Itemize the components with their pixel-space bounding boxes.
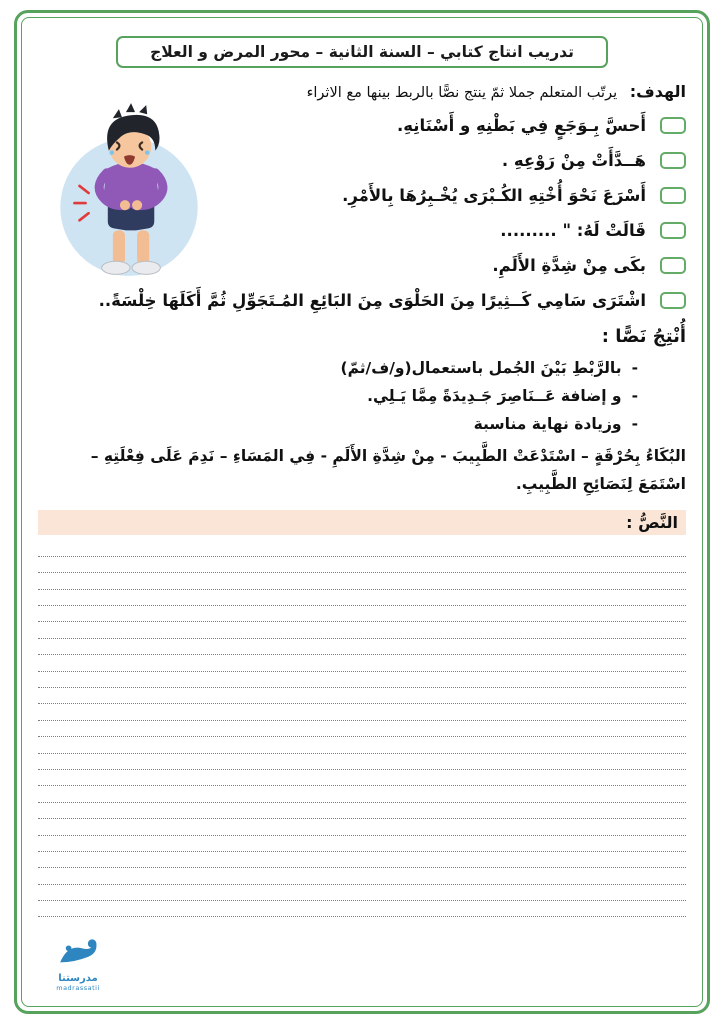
bullet-item (38, 383, 638, 411)
order-checkbox[interactable] (660, 187, 686, 204)
logo-icon (55, 937, 101, 969)
bullet-dash: - (631, 359, 638, 378)
writing-line[interactable] (38, 852, 686, 868)
writing-line[interactable] (38, 885, 686, 901)
writing-line[interactable] (38, 770, 686, 786)
writing-line[interactable] (38, 786, 686, 802)
bullet-item (38, 411, 638, 439)
writing-line[interactable] (38, 901, 686, 917)
sentence-row (38, 291, 686, 310)
sentence-text: بكَى مِنْ شِدَّةِ الأَلَمِ. (492, 256, 646, 276)
text-section-label: النَّصُّ : (626, 513, 678, 533)
writing-line[interactable] (38, 721, 686, 737)
writing-line[interactable] (38, 557, 686, 573)
writing-line[interactable] (38, 639, 686, 655)
writing-line[interactable] (38, 819, 686, 835)
writing-line[interactable] (38, 590, 686, 606)
order-checkbox[interactable] (660, 152, 686, 169)
sentence-row (178, 186, 686, 205)
sentence-row (178, 256, 686, 275)
instruction-bullets (38, 355, 686, 439)
writing-line[interactable] (38, 803, 686, 819)
produce-title: أُنْتِجُ نَصًّا : (601, 326, 686, 348)
bullet-text: و إضافة عَــنَاصِرَ جَـدِيدَةً مِمَّا يَـلِي. (367, 386, 622, 405)
order-checkbox[interactable] (660, 257, 686, 274)
text-section-header (38, 510, 686, 535)
order-checkbox[interactable] (660, 117, 686, 134)
writing-line[interactable] (38, 754, 686, 770)
bullet-dash: - (631, 386, 638, 405)
writing-line[interactable] (38, 868, 686, 884)
logo-title: مدرستنا (58, 973, 98, 984)
bullet-text: وزيادة نهاية مناسبة (473, 414, 622, 433)
writing-line[interactable] (38, 688, 686, 704)
goal-text: يرتّب المتعلم جملا ثمّ ينتج نصًّا بالربط بينها مع الاثراء (306, 85, 618, 101)
writing-line[interactable] (38, 540, 686, 556)
worksheet-content (38, 30, 686, 996)
writing-line[interactable] (38, 836, 686, 852)
order-checkbox[interactable] (660, 222, 686, 239)
sentence-text: اشْتَرَى سَامِي كَــثِيرًا مِنَ الحَلْوَى مِنَ البَائِعِ المُـتَجَوِّلِ ثُمَّ أَكَلَهَا خِلْسَةً.. (98, 291, 646, 311)
sentence-list (38, 116, 686, 310)
bullet-item (38, 355, 638, 383)
writing-line[interactable] (38, 622, 686, 638)
writing-line[interactable] (38, 606, 686, 622)
word-bank: البُكَاءُ بِحُرْقَةٍ – اسْتَدْعَتْ الطَّبِيبَ - مِنْ شِدَّةِ الأَلَمِ - فِي المَسَاءِ – نَدِمَ عَلَى فِعْلَتِهِ – اسْتَمَعَ لِنَصَائِحِ الطَّبِيبِ. (90, 446, 686, 493)
goal-label: الهدف: (629, 82, 686, 101)
sentence-row (178, 116, 686, 135)
writing-line[interactable] (38, 655, 686, 671)
logo-subtitle: madrassatii (56, 984, 100, 992)
order-checkbox[interactable] (660, 292, 686, 309)
sentence-text: أَسْرَعَ نَحْوَ أُخْتِهِ الكُـبْرَى يُخْـبِرُهَا بِالأَمْرِ. (342, 186, 646, 206)
sentence-text: قَالَتْ لَهُ: " ......... (500, 221, 646, 241)
worksheet-title: تدريب انتاج كتابي – السنة الثانية – محور المرض و العلاج (150, 43, 574, 61)
worksheet-title-box (116, 36, 608, 68)
goal-line (38, 80, 686, 104)
sentence-row (178, 221, 686, 240)
writing-line[interactable] (38, 672, 686, 688)
bullet-dash: - (631, 414, 638, 433)
madrassatii-logo (42, 937, 114, 992)
sentence-row (178, 151, 686, 170)
writing-lines-area (38, 540, 686, 917)
sentence-text: هَــدَّأَتْ مِنْ رَوْعِهِ . (501, 151, 646, 171)
writing-line[interactable] (38, 704, 686, 720)
writing-line[interactable] (38, 737, 686, 753)
writing-line[interactable] (38, 573, 686, 589)
sentence-text: أَحسَّ بِـوَجَعٍ فِي بَطْنِهِ و أَسْنَانِهِ. (397, 116, 646, 136)
bullet-text: بالرَّبْطِ بَيْنَ الجُمل باستعمال(و/ف/ثمّ) (340, 359, 622, 378)
